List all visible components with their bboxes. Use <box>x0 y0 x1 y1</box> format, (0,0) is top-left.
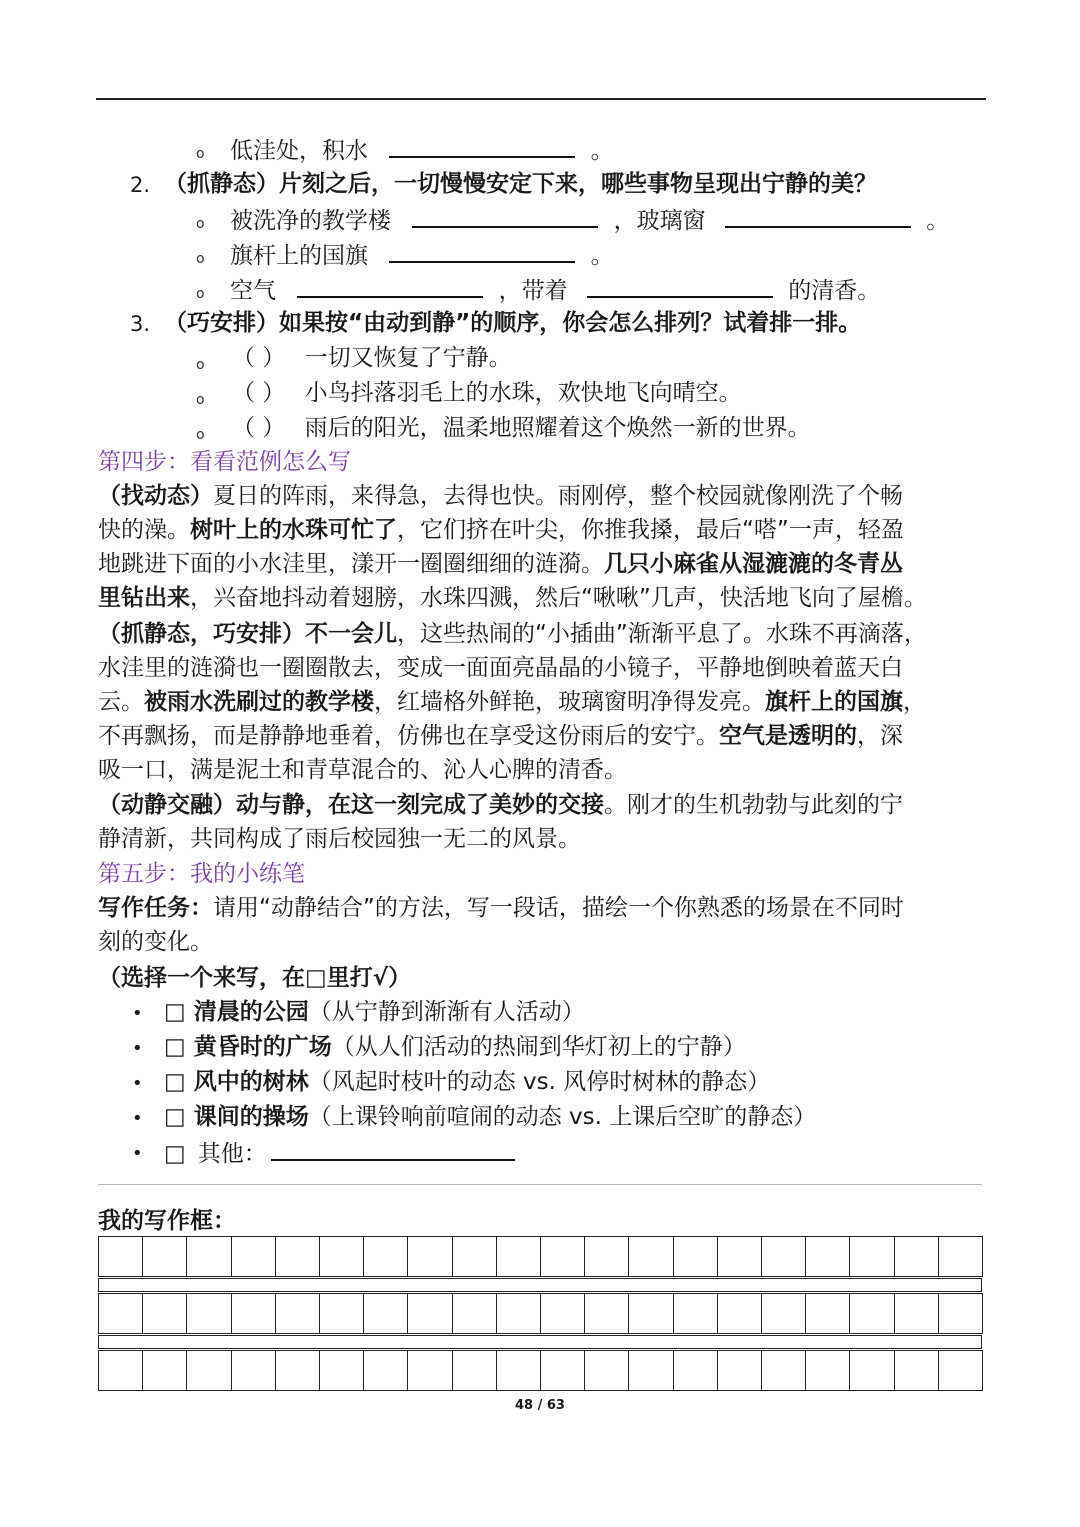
writing-cell[interactable] <box>453 1237 497 1277</box>
q2-item-1-text: 被洗净的教学楼 <box>230 208 391 234</box>
writing-cell[interactable] <box>541 1351 585 1391</box>
example-line <box>98 479 903 513</box>
writing-cell[interactable] <box>497 1294 541 1334</box>
q3-item-3-text: 雨后的阳光，温柔地照耀着这个焕然一新的世界。 <box>304 415 811 441</box>
writing-cell[interactable] <box>143 1351 187 1391</box>
grid-spacer <box>98 1278 982 1292</box>
q2-item-3-end: 的清香。 <box>788 278 881 304</box>
option-desc: （上课铃响前喧闹的动态 vs. 上课后空旷的静态） <box>308 1104 817 1130</box>
writing-cell[interactable] <box>939 1294 983 1334</box>
option-title: □ <box>164 1141 186 1167</box>
writing-cell[interactable] <box>320 1294 364 1334</box>
option-item[interactable] <box>164 1100 816 1134</box>
writing-cell[interactable] <box>497 1351 541 1391</box>
q2-item-2-text: 旗杆上的国旗 <box>230 243 368 269</box>
writing-cell[interactable] <box>276 1294 320 1334</box>
writing-cell[interactable] <box>364 1294 408 1334</box>
divider <box>98 1184 982 1185</box>
q1-item-3-end: 。 <box>590 138 614 164</box>
writing-cell[interactable] <box>585 1351 629 1391</box>
option-desc: （从人们活动的热闹到华灯初上的宁静） <box>331 1034 746 1060</box>
writing-cell[interactable] <box>850 1294 894 1334</box>
example-line: 吸一口，满是泥土和青草混合的、沁人心脾的清香。 <box>98 757 627 783</box>
writing-cell[interactable] <box>718 1294 762 1334</box>
writing-cell[interactable] <box>585 1294 629 1334</box>
q2-item-3-text: 空气 <box>230 278 276 304</box>
option-item[interactable] <box>164 1135 523 1171</box>
example-line: 静清新，共同构成了雨后校园独一无二的风景。 <box>98 826 581 852</box>
highlight: 几只小麻雀从湿漉漉的冬青丛 <box>604 551 903 577</box>
q2-item-2-end: 。 <box>590 243 614 269</box>
writing-cell[interactable] <box>99 1294 143 1334</box>
grid-spacer <box>98 1335 982 1349</box>
q2-item-3-mid: ，带着 <box>498 278 568 304</box>
bullet-icon: • <box>132 1003 143 1024</box>
circle-bullet-icon: o <box>196 427 205 443</box>
option-title: □ 风中的树林 <box>164 1069 309 1095</box>
example-line <box>98 547 903 581</box>
writing-cell[interactable] <box>187 1237 231 1277</box>
example-line <box>98 617 927 651</box>
writing-grid-row[interactable] <box>98 1236 983 1277</box>
q3-number: 3. <box>130 312 151 336</box>
writing-cell[interactable] <box>718 1351 762 1391</box>
highlight: 旗杆上的国旗 <box>765 689 903 715</box>
writing-cell[interactable] <box>895 1237 939 1277</box>
q3-item-1 <box>232 341 512 375</box>
highlight: 里钻出来 <box>98 585 190 611</box>
example-line <box>98 788 903 822</box>
answer-blank[interactable] <box>389 132 575 158</box>
writing-grid-row[interactable] <box>98 1293 983 1334</box>
writing-cell[interactable] <box>762 1237 806 1277</box>
other-blank[interactable] <box>271 1135 515 1161</box>
task-label: 写作任务： <box>98 895 213 921</box>
writing-cell[interactable] <box>629 1351 673 1391</box>
writing-cell[interactable] <box>99 1237 143 1277</box>
bullet-icon: • <box>132 1038 143 1059</box>
answer-blank[interactable] <box>725 202 911 228</box>
text: 地跳进下面的小水洼里，漾开一圈圈细细的涟漪。 <box>98 551 604 577</box>
writing-cell[interactable] <box>850 1237 894 1277</box>
circle-bullet-icon: o <box>196 251 205 267</box>
text: 。刚才的生机勃勃与此刻的宁 <box>604 792 903 818</box>
highlight: 树叶上的水珠可忙了 <box>190 517 397 543</box>
q3-item-3 <box>232 411 811 445</box>
step4-title: 第四步：看看范例怎么写 <box>98 449 351 475</box>
writing-cell[interactable] <box>453 1294 497 1334</box>
writing-cell[interactable] <box>674 1237 718 1277</box>
text: 夏日的阵雨，来得急，去得也快。雨刚停，整个校园就像刚洗了个畅 <box>213 483 903 509</box>
writing-cell[interactable] <box>320 1351 364 1391</box>
q1-item-3 <box>230 132 614 168</box>
option-item[interactable] <box>164 995 585 1029</box>
option-item[interactable] <box>164 1030 746 1064</box>
writing-cell[interactable] <box>187 1351 231 1391</box>
text: ，它们挤在叶尖，你推我搡，最后“嗒”一声，轻盈 <box>397 517 904 543</box>
header-rule <box>96 98 986 100</box>
example-line <box>98 719 903 753</box>
writing-cell[interactable] <box>143 1294 187 1334</box>
example-line: 水洼里的涟漪也一圈圈散去，变成一面面亮晶晶的小镜子，平静地倒映着蓝天白 <box>98 655 903 681</box>
q2-item-3 <box>230 272 880 308</box>
writing-cell[interactable] <box>629 1237 673 1277</box>
writing-cell[interactable] <box>232 1237 276 1277</box>
task-line-2: 刻的变化。 <box>98 929 213 955</box>
text: 云。 <box>98 689 144 715</box>
circle-bullet-icon: o <box>196 357 205 373</box>
bullet-icon: • <box>132 1108 143 1129</box>
order-paren[interactable]: （ ） <box>232 380 286 406</box>
writing-cell[interactable] <box>541 1294 585 1334</box>
circle-bullet-icon: o <box>196 216 205 232</box>
writing-cell[interactable] <box>276 1237 320 1277</box>
writing-cell[interactable] <box>276 1351 320 1391</box>
writing-cell[interactable] <box>585 1237 629 1277</box>
writing-cell[interactable] <box>408 1351 452 1391</box>
writing-cell[interactable] <box>408 1294 452 1334</box>
bullet-icon: • <box>132 1143 143 1164</box>
q2-text: （抓静态）片刻之后，一切慢慢安定下来，哪些事物呈现出宁静的美？ <box>164 171 877 197</box>
writing-cell[interactable] <box>364 1351 408 1391</box>
text: ，深 <box>857 723 903 749</box>
writing-cell[interactable] <box>674 1294 718 1334</box>
writing-frame-title: 我的写作框： <box>98 1208 236 1234</box>
example-line <box>98 513 904 547</box>
page-number: 48 / 63 <box>515 1398 565 1413</box>
label-dynamic: （找动态） <box>98 483 213 509</box>
writing-cell[interactable] <box>850 1351 894 1391</box>
writing-cell[interactable] <box>232 1294 276 1334</box>
writing-cell[interactable] <box>453 1351 497 1391</box>
writing-cell[interactable] <box>232 1351 276 1391</box>
text: ，红墙格外鲜艳，玻璃窗明净得发亮。 <box>374 689 765 715</box>
writing-grid-row[interactable] <box>98 1350 983 1391</box>
writing-cell[interactable] <box>939 1351 983 1391</box>
answer-blank[interactable] <box>412 202 598 228</box>
writing-cell[interactable] <box>629 1294 673 1334</box>
q2-item-1-mid: ，玻璃窗 <box>613 208 706 234</box>
q1-item-3-text: 低洼处，积水 <box>230 138 368 164</box>
writing-cell[interactable] <box>806 1294 850 1334</box>
circle-bullet-icon: o <box>196 146 205 162</box>
q3-item-2 <box>232 376 742 410</box>
writing-cell[interactable] <box>187 1294 231 1334</box>
order-paren[interactable]: （ ） <box>232 415 286 441</box>
option-title: □ 课间的操场 <box>164 1104 309 1130</box>
option-title: □ 黄昏时的广场 <box>164 1034 332 1060</box>
label-blend: （动静交融）动与静，在这一刻完成了美妙的交接 <box>98 792 604 818</box>
writing-cell[interactable] <box>762 1351 806 1391</box>
option-desc: （风起时枝叶的动态 vs. 风停时树林的静态） <box>308 1069 771 1095</box>
q3-text: （巧安排）如果按“由动到静”的顺序，你会怎么排列？试着排一排。 <box>164 310 862 336</box>
q3-item-2-text: 小鸟抖落羽毛上的水珠，欢快地飞向晴空。 <box>304 380 742 406</box>
writing-cell[interactable] <box>674 1351 718 1391</box>
circle-bullet-icon: o <box>196 286 205 302</box>
text: 快的澡。 <box>98 517 190 543</box>
writing-cell[interactable] <box>99 1351 143 1391</box>
order-paren[interactable]: （ ） <box>232 345 286 371</box>
answer-blank[interactable] <box>389 237 575 263</box>
example-line <box>98 685 926 719</box>
text: 不再飘扬，而是静静地垂着，仿佛也在享受这份雨后的安宁。 <box>98 723 719 749</box>
task-line <box>98 891 904 925</box>
q2-item-1-end: 。 <box>926 208 950 234</box>
q2-item-1 <box>230 202 949 238</box>
writing-cell[interactable] <box>762 1294 806 1334</box>
step5-title: 第五步：我的小练笔 <box>98 861 305 887</box>
writing-cell[interactable] <box>364 1237 408 1277</box>
answer-blank[interactable] <box>587 272 773 298</box>
highlight: 被雨水洗刷过的教学楼 <box>144 689 374 715</box>
q2-number: 2. <box>130 173 151 197</box>
option-desc: 其他： <box>197 1141 267 1167</box>
task-text: 请用“动静结合”的方法，写一段话，描绘一个你熟悉的场景在不同时 <box>213 895 904 921</box>
writing-cell[interactable] <box>806 1237 850 1277</box>
option-item[interactable] <box>164 1065 770 1099</box>
option-title: □ 清晨的公园 <box>164 999 309 1025</box>
answer-blank[interactable] <box>297 272 483 298</box>
q2-item-2 <box>230 237 614 273</box>
writing-cell[interactable] <box>895 1294 939 1334</box>
q3-item-1-text: 一切又恢复了宁静。 <box>304 345 512 371</box>
text: ，兴奋地抖动着翅膀，水珠四溅，然后“啾啾”几声，快活地飞向了屋檐。 <box>190 585 927 611</box>
writing-cell[interactable] <box>718 1237 762 1277</box>
option-desc: （从宁静到渐渐有人活动） <box>308 999 585 1025</box>
writing-cell[interactable] <box>497 1237 541 1277</box>
writing-cell[interactable] <box>806 1351 850 1391</box>
writing-cell[interactable] <box>895 1351 939 1391</box>
highlight: 空气是透明的 <box>719 723 857 749</box>
bullet-icon: • <box>132 1073 143 1094</box>
text: ， <box>903 689 926 715</box>
example-line <box>98 581 927 615</box>
label-static: （抓静态，巧安排）不一会儿 <box>98 621 397 647</box>
writing-cell[interactable] <box>541 1237 585 1277</box>
writing-cell[interactable] <box>939 1237 983 1277</box>
writing-cell[interactable] <box>143 1237 187 1277</box>
writing-cell[interactable] <box>408 1237 452 1277</box>
circle-bullet-icon: o <box>196 392 205 408</box>
choose-instruction: （选择一个来写，在□里打√） <box>98 965 412 991</box>
writing-cell[interactable] <box>320 1237 364 1277</box>
text: ，这些热闹的“小插曲”渐渐平息了。水珠不再滴落， <box>397 621 927 647</box>
